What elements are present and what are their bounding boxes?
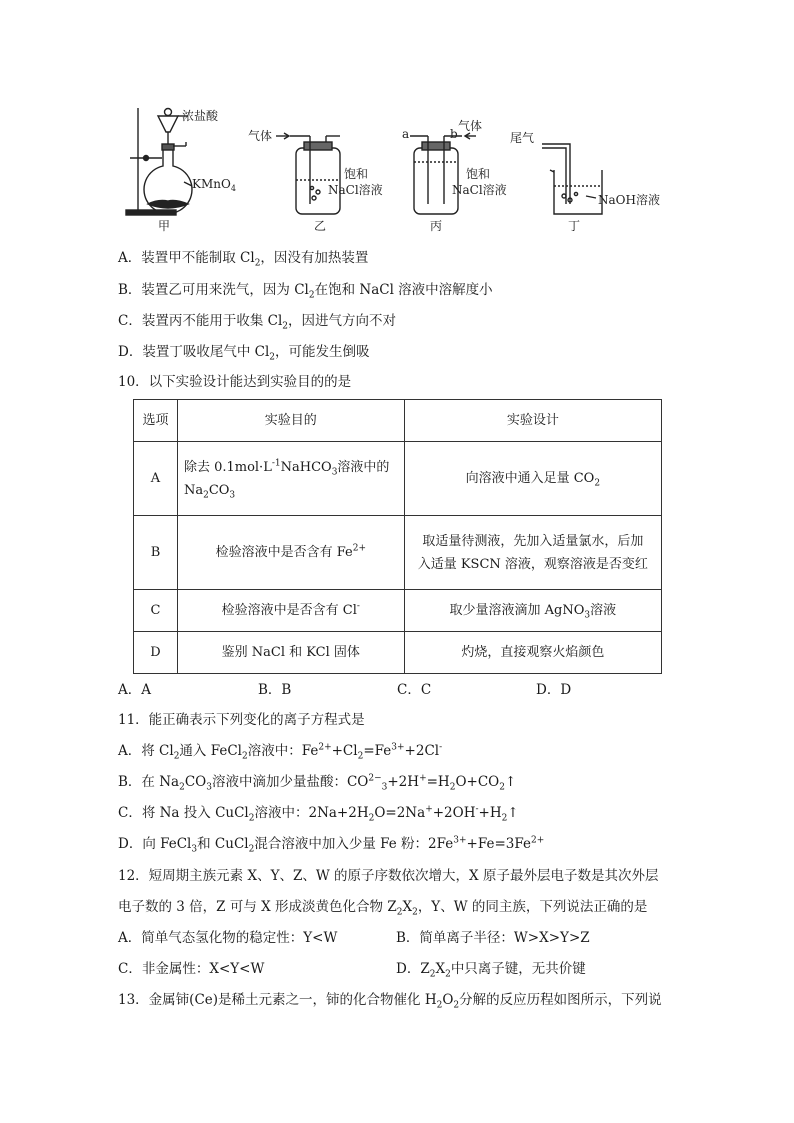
q9-option-a: A．装置甲不能制取 $Cl_2$，因没有加热装置 — [118, 250, 369, 269]
header-option: 选项 — [134, 400, 178, 442]
q12-option-a: A．简单气态氢化物的稳定性：Y<W — [118, 930, 338, 946]
label-ding-gas: 尾气 — [510, 131, 535, 145]
label-yi: 乙 — [314, 219, 327, 233]
q10-answer-d: D．D — [536, 682, 572, 698]
q12-stem-line-2: 电子数的 3 倍，Z 可与 X 形成淡黄色化合物 $Z_2X_2$，Y、W 的同主族，下列说法正确的是 — [118, 899, 648, 918]
q10-answer-b: B．B — [258, 682, 292, 698]
table-row: C 检验溶液中是否含有 Cl- 取少量溶液滴加 AgNO$_3$溶液 — [134, 590, 662, 632]
label-kmno4: KMnO$_4$ — [192, 177, 236, 193]
label-yi-sol-1: 饱和 — [344, 167, 369, 181]
label-port-b: b — [450, 127, 458, 141]
label-ding-sol: NaOH溶液 — [598, 193, 660, 207]
table-row: D 鉴别 NaCl 和 KCl 固体 灼烧，直接观察火焰颜色 — [134, 632, 662, 674]
table-row: A 除去 $0.1mol\cdot L^{-1}NaHCO_3$溶液中的 $Na_2CO_3$ 向溶液中通入足量 $CO_2$ — [134, 442, 662, 516]
q10-table — [133, 399, 662, 674]
label-jia: 甲 — [158, 219, 171, 233]
label-port-a: a — [402, 127, 410, 141]
label-bing-gas: 气体 — [458, 119, 483, 133]
q13-stem: 13．金属铈(Ce)是稀土元素之一，铈的化合物催化 $H_2O_2$分解的反应历程如图所示，下列说 — [118, 992, 662, 1011]
q12-stem-line-1: 12．短周期主族元素 X、Y、Z、W 的原子序数依次增大，X 原子最外层电子数是其次外层 — [118, 868, 659, 884]
q11-option-d: D．向 FeCl$_3$和 CuCl$_2$混合溶液中加入少量 Fe 粉：$2Fe^{3+}+Fe=3Fe^{2+}$ — [118, 835, 545, 855]
q9-option-d: D．装置丁吸收尾气中 $Cl_2$，可能发生倒吸 — [118, 344, 370, 363]
label-bing: 丙 — [430, 219, 443, 233]
q10-stem: 10．以下实验设计能达到实验目的的是 — [118, 374, 352, 390]
apparatus-yi — [276, 133, 340, 214]
label-yi-sol-2: NaCl溶液 — [328, 183, 383, 197]
apparatus-jia — [126, 108, 192, 215]
q12-option-d: D．$Z_2X_2$中只离子键，无共价键 — [396, 961, 586, 980]
q11-option-b: B．在 $Na_2CO_3$溶液中滴加少量盐酸：$CO^{2-}_3+2H^+=H_2O+CO_2↑$ — [118, 773, 517, 793]
header-design: 实验设计 — [404, 400, 661, 442]
apparatus-ding — [542, 144, 602, 214]
q11-option-c: C．将 Na 投入 CuCl$_2$溶液中：$2Na+2H_2O=2Na^++2OH^-+H_2↑$ — [118, 804, 519, 824]
q9-option-b: B．装置乙可用来洗气，因为 $Cl_2$在饱和 NaCl 溶液中溶解度小 — [118, 282, 493, 301]
table-row: B 检验溶液中是否含有 $Fe^{2+}$ 取适量待测液，先加入适量氯水，后加 入适量 KSCN 溶液，观察溶液是否变红 — [134, 516, 662, 590]
q9-option-c: C．装置丙不能用于收集 $Cl_2$，因进气方向不对 — [118, 313, 397, 332]
q10-answers — [118, 678, 678, 698]
q10-answer-a: A．A — [118, 682, 151, 698]
q12-option-c: C．非金属性：X<Y<W — [118, 961, 265, 977]
label-bing-sol-2: NaCl溶液 — [452, 183, 507, 197]
header-purpose: 实验目的 — [177, 400, 404, 442]
q10-answer-c: C．C — [397, 682, 432, 698]
label-yi-gas: 气体 — [248, 129, 273, 143]
q11-stem: 11．能正确表示下列变化的离子方程式是 — [118, 712, 365, 728]
apparatus-figure — [118, 100, 678, 235]
q12-option-b: B．简单离子半径：W>X>Y>Z — [396, 930, 590, 946]
label-bing-sol-1: 饱和 — [466, 167, 491, 181]
label-conc-hcl: 浓盐酸 — [182, 109, 219, 123]
q11-option-a: A．将 $Cl_2$通入 FeCl$_2$溶液中：$Fe^{2+}+Cl_2=Fe^{3+}+2Cl^-$ — [118, 742, 443, 762]
label-ding: 丁 — [568, 219, 581, 233]
table-header-row — [134, 400, 662, 442]
